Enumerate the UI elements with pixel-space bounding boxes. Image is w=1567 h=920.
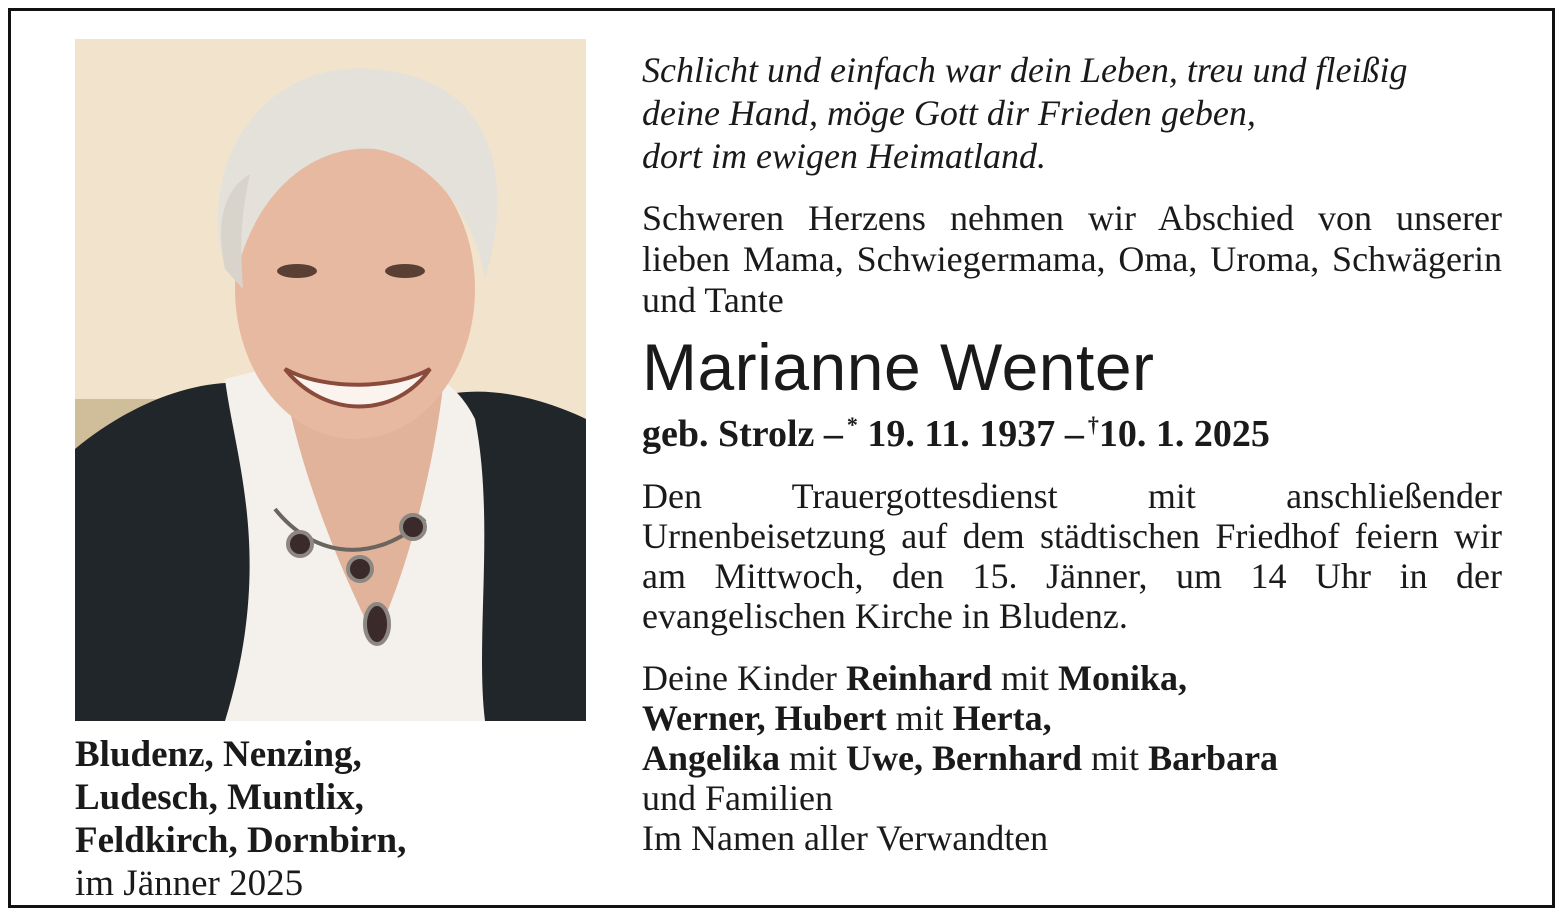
farewell-intro: Schweren Herzens nehmen wir Abschied von unserer lieben Mama, Schwiegermama, Oma, Uroma, Schwägerin und Tante bbox=[642, 198, 1502, 320]
child-name: Angelika bbox=[642, 738, 781, 778]
places-line-2: Ludesch, Muntlix, bbox=[75, 777, 364, 818]
places-line-3: Feldkirch, Dornbirn, bbox=[75, 820, 407, 861]
verse bbox=[642, 49, 1502, 178]
text: Deine Kinder bbox=[642, 658, 846, 698]
dash-2: – bbox=[1064, 413, 1084, 455]
text: mit bbox=[1082, 738, 1149, 778]
spouse-name: Barbara bbox=[1148, 738, 1279, 778]
places-date: im Jänner 2025 bbox=[75, 863, 304, 904]
death-symbol: † bbox=[1087, 412, 1099, 437]
places-line-1: Bludenz, Nenzing, bbox=[75, 734, 362, 775]
birth-name: geb. Strolz bbox=[642, 413, 815, 455]
family-signature bbox=[642, 658, 1502, 858]
verse-line-2: deine Hand, möge Gott dir Frieden geben, bbox=[642, 93, 1256, 133]
verse-line-1: Schlicht und einfach war dein Leben, treu und fleißig bbox=[642, 50, 1408, 90]
life-dates bbox=[642, 403, 1502, 456]
child-name: Werner, Hubert bbox=[642, 698, 887, 738]
child-name: Uwe, Bernhard bbox=[846, 738, 1083, 778]
location-block bbox=[75, 733, 595, 905]
dash-1: – bbox=[823, 413, 843, 455]
obituary-card bbox=[8, 8, 1555, 908]
family-line-5: Im Namen aller Verwandten bbox=[642, 818, 1049, 858]
spouse-name: Herta, bbox=[952, 698, 1052, 738]
spouse-name: Monika, bbox=[1057, 658, 1188, 698]
portrait-illustration bbox=[75, 39, 586, 721]
verse-line-3: dort im ewigen Heimatland. bbox=[642, 136, 1046, 176]
text: mit bbox=[886, 698, 953, 738]
family-line-2 bbox=[642, 698, 1502, 738]
text: mit bbox=[991, 658, 1058, 698]
portrait-photo bbox=[75, 39, 586, 721]
child-name: Reinhard bbox=[845, 658, 992, 698]
text-column bbox=[642, 49, 1502, 858]
death-date: 10. 1. 2025 bbox=[1098, 413, 1270, 455]
family-line-4: und Familien bbox=[642, 778, 833, 818]
birth-date: 19. 11. 1937 bbox=[867, 413, 1056, 455]
text: mit bbox=[780, 738, 847, 778]
service-notice: Den Trauergottesdienst mit anschließender Urnenbeisetzung auf dem städtischen Friedhof feiern wir am Mittwoch, den 15. Jänner, um 14 Uhr in der evangelischen Kirche in Bludenz. bbox=[642, 476, 1502, 636]
birth-symbol: * bbox=[846, 412, 858, 437]
family-line-1 bbox=[642, 658, 1502, 698]
family-line-3 bbox=[642, 738, 1502, 778]
deceased-name: Marianne Wenter bbox=[642, 330, 1155, 404]
